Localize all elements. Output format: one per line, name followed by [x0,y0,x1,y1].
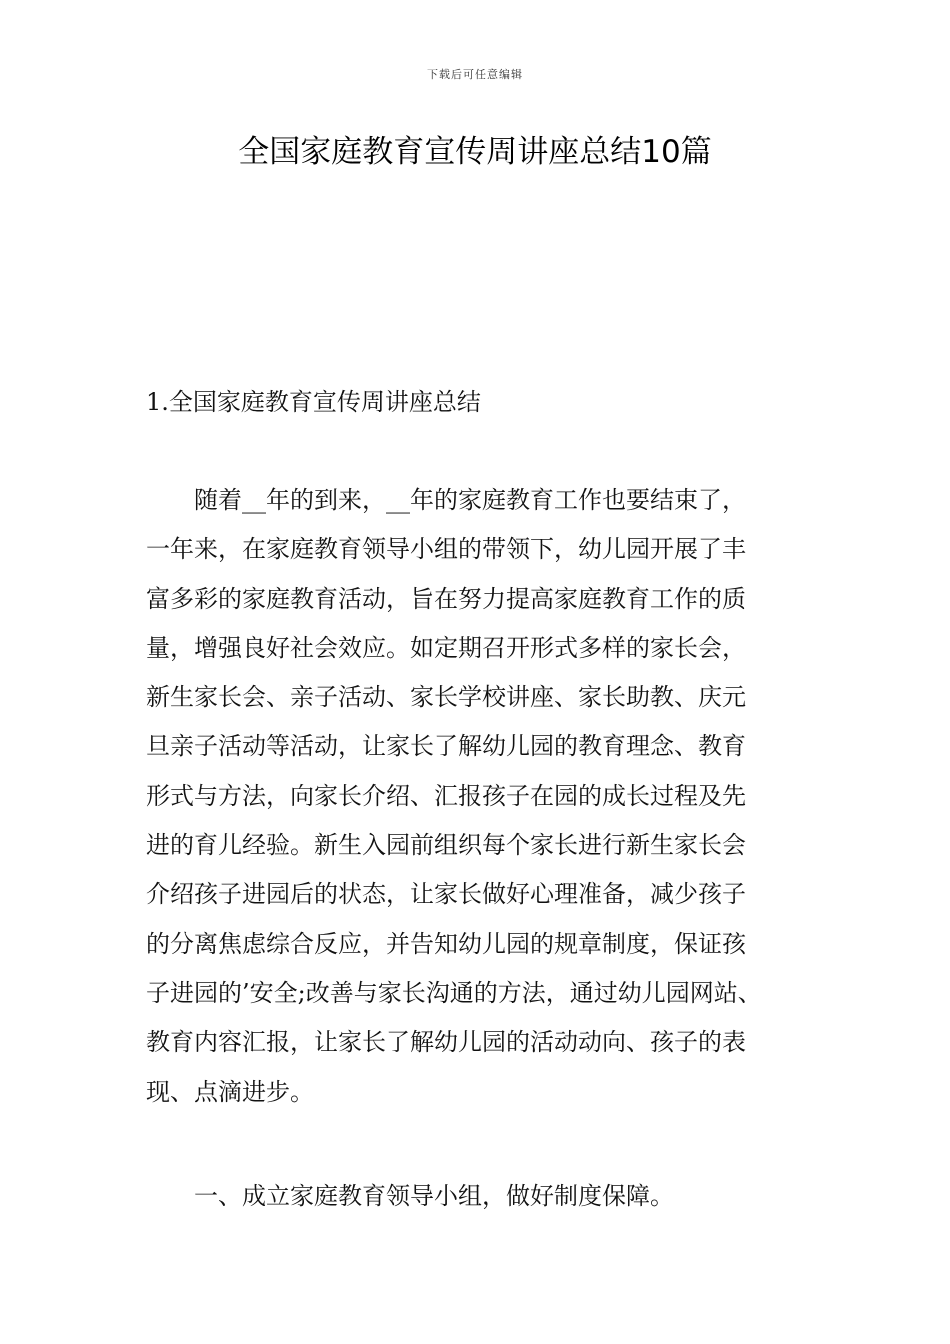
paragraph-line: 旦亲子活动等活动，让家长了解幼儿园的教育理念、教育 [146,732,746,761]
paragraph-line: 教育内容汇报，让家长了解幼儿园的活动动向、孩子的表 [146,1028,746,1057]
paragraph-line: 子进园的’安全;改善与家长沟通的方法，通过幼儿园网站、 [146,978,762,1007]
paragraph-line: 进的育儿经验。新生入园前组织每个家长进行新生家长会 [146,831,746,860]
paragraph-line: 随着__年的到来，__年的家庭教育工作也要结束了， [194,486,746,514]
paragraph-line: 新生家长会、亲子活动、家长学校讲座、家长助教、庆元 [146,683,746,712]
sub-heading: 一、成立家庭教育领导小组，做好制度保障。 [194,1182,674,1210]
paragraph-line: 形式与方法，向家长介绍、汇报孩子在园的成长过程及先 [146,781,746,810]
section-heading: 1.全国家庭教育宣传周讲座总结 [146,388,481,416]
paragraph-line: 一年来，在家庭教育领导小组的带领下，幼儿园开展了丰 [146,535,746,564]
body-paragraph [146,476,812,1117]
paragraph-line: 介绍孩子进园后的状态，让家长做好心理准备，减少孩子 [146,880,746,909]
paragraph-line: 的分离焦虑综合反应，并告知幼儿园的规章制度，保证孩 [146,929,746,958]
header-note: 下载后可任意编辑 [427,68,523,81]
paragraph-line: 量，增强良好社会效应。如定期召开形式多样的家长会， [146,633,746,662]
document-title: 全国家庭教育宣传周讲座总结10篇 [238,134,712,170]
paragraph-line: 现、点滴进步。 [146,1077,314,1106]
paragraph-line: 富多彩的家庭教育活动，旨在努力提高家庭教育工作的质 [146,584,746,613]
